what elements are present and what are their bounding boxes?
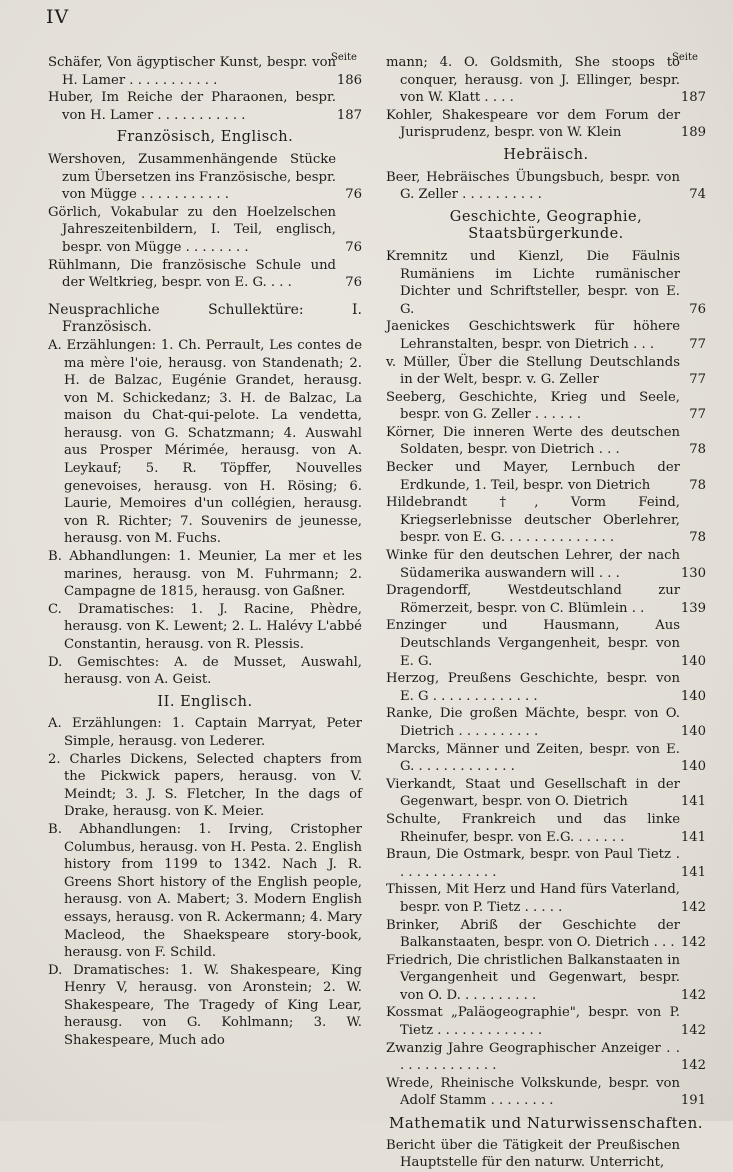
index-entry: v. Müller, Über die Stellung Deutschlands in der Welt, bespr. v. G. Zeller 77 (386, 354, 706, 388)
index-entry: Brinker, Abriß der Geschichte der Balkanstaaten, bespr. von O. Dietrich . . . 142 (386, 917, 706, 951)
lektuere-section: B. Abhandlungen: 1. Meunier, La mer et les marines, herausg. von M. Fuhrmann; 2. Campagne de 1815, herausg. von Gaßner. (48, 549, 362, 600)
index-entry: Winke für den deutschen Lehrer, der nach Südamerika auswandern will . . . 130 (386, 548, 706, 581)
page-ref: 142 (680, 935, 706, 951)
page-ref: 76 (345, 187, 362, 203)
page-ref: 78 (689, 442, 706, 458)
section-heading-franz-engl: Französisch, Englisch. (116, 129, 294, 146)
index-entry: Friedrich, Die christlichen Balkanstaaten in Vergangenheit und Gegenwart, bespr. von O. D. . . . . . . . . . 142 (386, 952, 706, 1003)
page-ref: 140 (680, 688, 706, 704)
index-entry: Görlich, Vokabular zu den Hoelzelschen Jahreszeitenbildern, I. Teil, englisch, bespr. von Mügge . . . . . . . . 76 (48, 204, 362, 255)
index-entry: Ranke, Die großen Mächte, bespr. von O. Dietrich . . . . . . . . . . 140 (386, 706, 706, 739)
page-ref: 77 (689, 372, 706, 388)
index-entry: mann; 4. O. Goldsmith, She stoops to conquer, herausg. von J. Ellinger, bespr. von W. Klatt . . . . 187 (386, 55, 706, 106)
page-ref: 186 (336, 72, 362, 88)
index-entry: Schäfer, Von ägyptischer Kunst, bespr. von H. Lamer . . . . . . . . . . . 186 (48, 55, 362, 88)
lektuere-section: 2. Charles Dickens, Selected chapters from the Pickwick papers, herausg. von V. Meindt; 3. J. S. Fletcher, In the dags of Drake, herausg. von K. Meier. (48, 751, 362, 820)
index-entry: Wrede, Rheinische Volkskunde, bespr. von Adolf Stamm . . . . . . . . 191 (386, 1075, 706, 1109)
page-ref: 142 (680, 987, 706, 1003)
page-ref: 74 (689, 187, 706, 203)
index-entry: Schulte, Frankreich und das linke Rheinufer, bespr. von E.G. . . . . . . 141 (386, 811, 706, 845)
index-entry: Herzog, Preußens Geschichte, bespr. von E. G . . . . . . . . . . . . . 140 (386, 671, 706, 704)
geschichte-entries (386, 248, 706, 1110)
index-entry: Zwanzig Jahre Geographischer Anzeiger . . . . . . . . . . . . . . 142 (386, 1040, 706, 1074)
lektuere-section: A. Erzählungen: 1. Ch. Perrault, Les contes de ma mère l'oie, herausg. von Standenath; 2. H. de Balzac, Eugénie Grandet, herausg. von M. Schickedanz; 3. H. de Balzac, La maison du Chat-qui-pelote. La vendetta, herausg. von G. Schatzmann; 4. Auswahl aus Prosper Mérimée, herausg. von A. Leykauf; 5. R. Töpffer, Nouvelles genevoises, herausg. von H. Rösing; 6. Laurie, Memoires d'un collégien, herausg. von R. Richter; 7. Souvenirs de jeunesse, herausg. von M. Fuchs. (48, 337, 362, 547)
neusprachliche-heading: Neusprachliche Schullektüre: I. Französisch. (48, 301, 362, 336)
index-entry: Jaenickes Geschichtswerk für höhere Lehranstalten, bespr. von Dietrich . . . 77 (386, 319, 706, 352)
section-heading-geschichte: Geschichte, Geographie, Staatsbürgerkunde. (449, 208, 643, 243)
page-ref: 141 (680, 794, 706, 810)
index-entry: Kossmat „Paläogeographie", bespr. von P. Tietz . . . . . . . . . . . . . 142 (386, 1005, 706, 1039)
page-ref: 191 (680, 1093, 706, 1109)
page-ref: 78 (689, 530, 706, 546)
index-entry: Körner, Die inneren Werte des deutschen Soldaten, bespr. von Dietrich . . . 78 (386, 424, 706, 458)
index-entry: Bericht über die Tätigkeit der Preußischen Hauptstelle für den naturw. Unterricht, (386, 1137, 680, 1171)
page-ref: 76 (345, 275, 362, 291)
page-ref: 140 (680, 653, 706, 669)
page-ref: 140 (680, 723, 706, 739)
page-ref: 77 (689, 407, 706, 423)
lektuere-section: D. Gemischtes: A. de Musset, Auswahl, herausg. von A. Geist. (48, 654, 362, 688)
index-entry: Kohler, Shakespeare vor dem Forum der Jurisprudenz, bespr. von W. Klein 189 (386, 107, 706, 141)
index-entry: Hildebrandt †, Vorm Feind, Kriegserlebnisse deutscher Oberlehrer, bespr. von E. G. . . . . . . . . . . . . . 78 (386, 495, 706, 546)
lektuere-section: C. Dramatisches: 1. J. Racine, Phèdre, herausg. von K. Lewent; 2. L. Halévy L'abbé Constantin, herausg. von R. Plessis. (48, 601, 362, 652)
right-column (386, 54, 706, 1172)
page-ref: 76 (689, 301, 706, 317)
page-ref: 130 (680, 565, 706, 581)
page-ref: 140 (680, 759, 706, 775)
section-heading-mathematik: Mathematik und Naturwissenschaften. (389, 1114, 703, 1133)
section-heading-hebraeisch: Hebräisch. (503, 146, 589, 163)
section-heading-englisch: II. Englisch. (157, 693, 253, 710)
left-column (48, 54, 362, 1050)
index-entry: Huber, Im Reiche der Pharaonen, bespr. von H. Lamer . . . . . . . . . . . 187 (48, 90, 362, 123)
page-ref: 76 (345, 239, 362, 255)
index-entry: Enzinger und Hausmann, Aus Deutschlands Vergangenheit, bespr. von E. G. 140 (386, 618, 706, 669)
lektuere-section: B. Abhandlungen: 1. Irving, Cristopher Columbus, herausg. von H. Pesta. 2. English history from 1199 to 1342. Nach J. R. Greens Short history of the English people, herausg. von A. Mabert; 3. Modern English essays, herausg. von R. Ackermann; 4. Mary Macleod, the Shaekspeare story-book, herausg. von F. Schild. (48, 821, 362, 961)
page-ref: 187 (336, 107, 362, 123)
seite-label-right: Seite (672, 52, 698, 63)
index-entry: Dragendorff, Westdeutschland zur Römerzeit, bespr. von C. Blümlein . . 139 (386, 583, 706, 616)
index-entry: Becker und Mayer, Lernbuch der Erdkunde, 1. Teil, bespr. von Dietrich 78 (386, 460, 706, 493)
seite-label-left: Seite (331, 52, 357, 63)
index-entry: Kremnitz und Kienzl, Die Fäulnis Rumäniens im Lichte rumänischer Dichter und Schriftsteller, bespr. von E. G. 76 (386, 248, 706, 317)
page-ref: 77 (689, 336, 706, 352)
page-ref: 141 (680, 864, 706, 880)
page-ref: 189 (680, 125, 706, 141)
page-ref: 142 (680, 1023, 706, 1039)
index-entry: Marcks, Männer und Zeiten, bespr. von E. G. . . . . . . . . . . . . 140 (386, 741, 706, 775)
page-ref: 142 (680, 899, 706, 915)
index-entry: Wershoven, Zusammenhängende Stücke zum Übersetzen ins Französische, bespr. von Mügge . . . . . . . . . . . 76 (48, 151, 362, 203)
index-entry: Braun, Die Ostmark, bespr. von Paul Tietz . . . . . . . . . . . . . 141 (386, 847, 706, 880)
page-ref: 139 (680, 600, 706, 616)
index-entry: Rühlmann, Die französische Schule und der Weltkrieg, bespr. von E. G. . . . 76 (48, 257, 362, 291)
page-number: IV (46, 6, 70, 28)
lektuere-section: A. Erzählungen: 1. Captain Marryat, Peter Simple, herausg. von Lederer. (48, 716, 362, 749)
index-entry: Vierkandt, Staat und Gesellschaft in der Gegenwart, bespr. von O. Dietrich 141 (386, 776, 706, 810)
page-ref: 187 (680, 90, 706, 106)
page-ref: 142 (680, 1058, 706, 1074)
index-entry: Beer, Hebräisches Übungsbuch, bespr. von G. Zeller . . . . . . . . . . 74 (386, 169, 706, 203)
index-entry: Seeberg, Geschichte, Krieg und Seele, bespr. von G. Zeller . . . . . . 77 (386, 389, 706, 423)
page-ref: 78 (689, 477, 706, 493)
page-ref: 141 (680, 829, 706, 845)
lektuere-section: D. Dramatisches: 1. W. Shakespeare, King Henry V, herausg. von Aronstein; 2. W. Shakespeare, The Tragedy of King Lear, herausg. von G. Kohlmann; 3. W. Shakespeare, Much ado (48, 962, 362, 1049)
index-entry: Thissen, Mit Herz und Hand fürs Vaterland, bespr. von P. Tietz . . . . . 142 (386, 882, 706, 915)
